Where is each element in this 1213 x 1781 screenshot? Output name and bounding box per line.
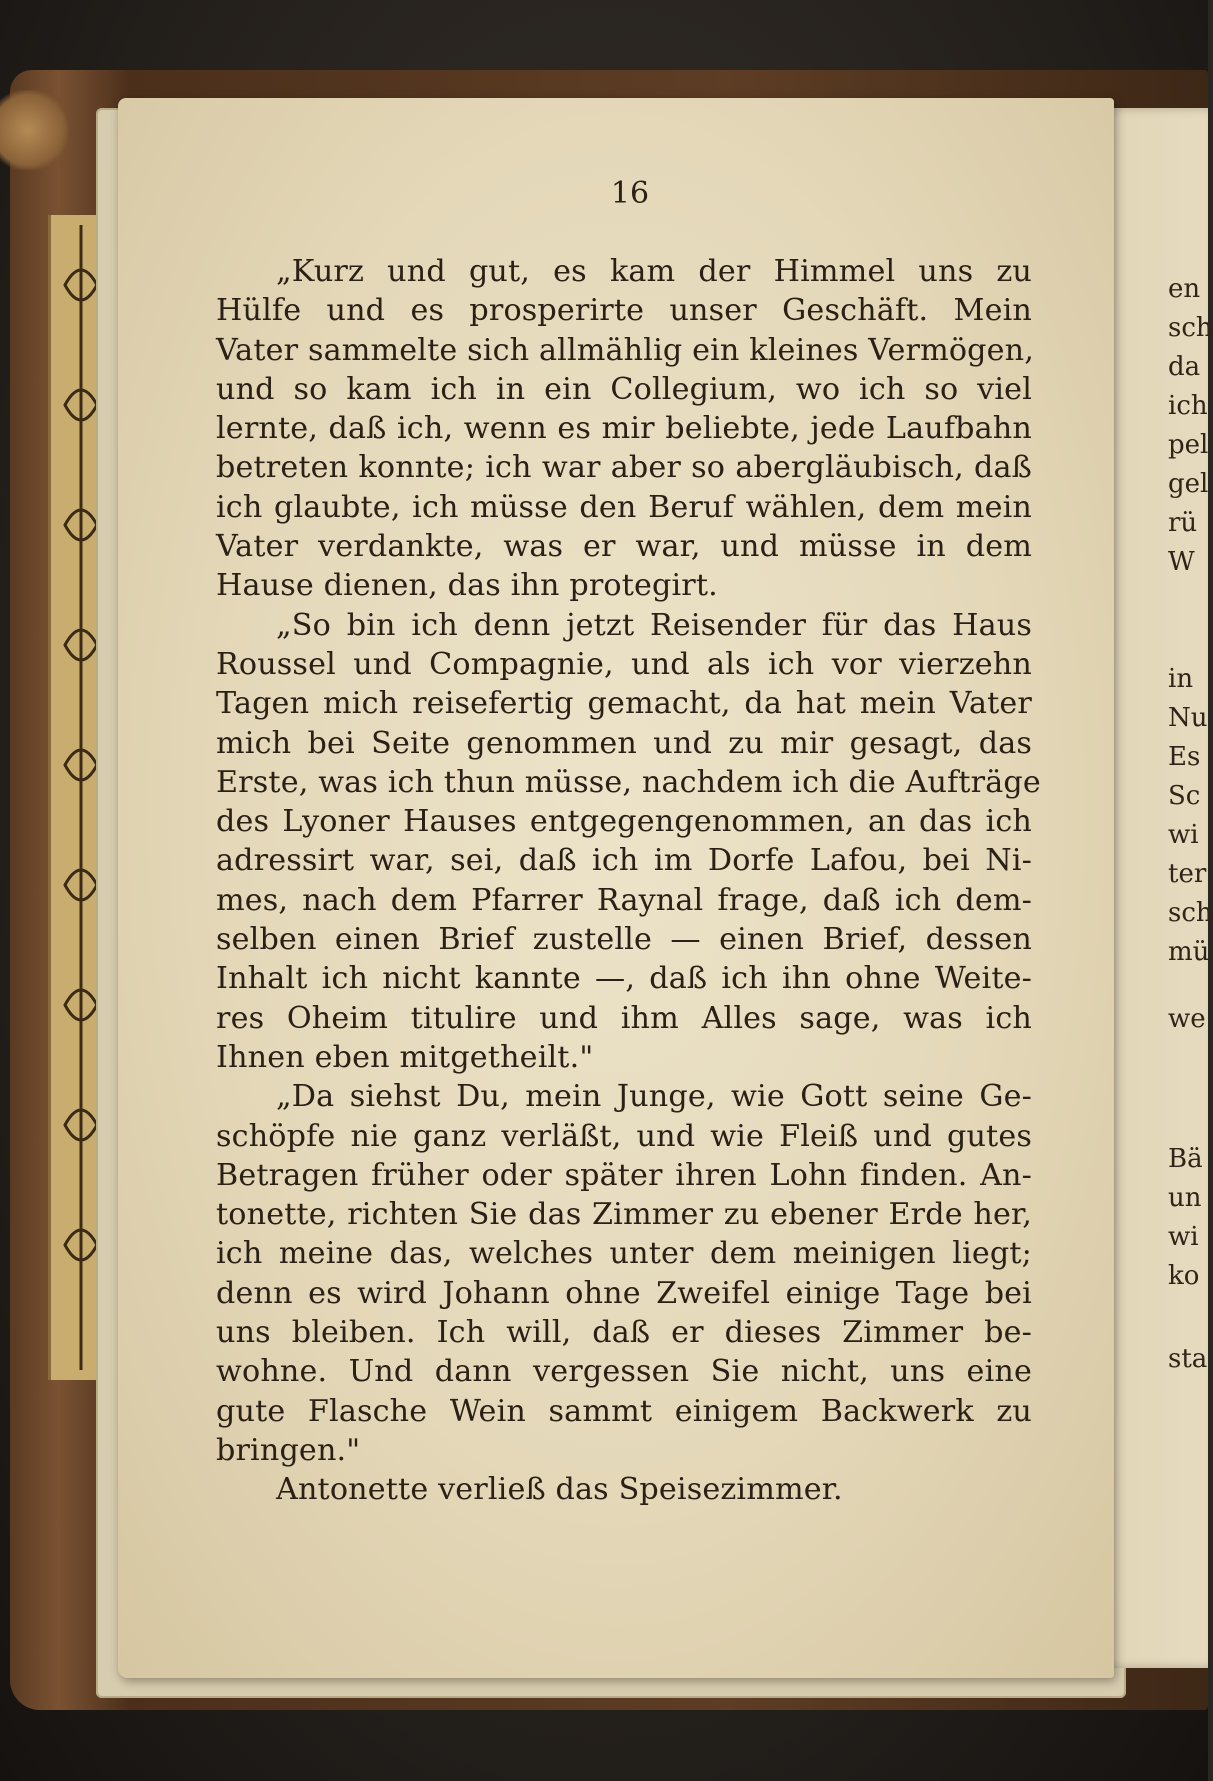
facing-page-fragment: Nu	[1168, 703, 1208, 733]
text-line: Hause dienen, das ihn protegirt.	[216, 568, 718, 604]
text-line: mes, nach dem Pfarrer Raynal frage, daß ich dem-	[216, 882, 1032, 918]
text-line: gute Flasche Wein sammt einigem Backwerk zu	[216, 1393, 1032, 1429]
facing-page-fragment: sch	[1168, 313, 1213, 343]
facing-page-fragment: W	[1168, 547, 1195, 577]
facing-page-fragment: da	[1168, 352, 1201, 382]
facing-page-fragment: we	[1168, 1004, 1206, 1034]
binding-thread	[0, 90, 70, 170]
text-line: tonette, richten Sie das Zimmer zu ebener Erde her,	[216, 1197, 1032, 1233]
text-line: schöpfe nie ganz verläßt, und wie Fleiß und gutes	[216, 1118, 1032, 1154]
facing-page-fragment: ich	[1168, 391, 1208, 421]
facing-page-fragment: sta	[1168, 1344, 1208, 1374]
facing-page-fragment: en	[1168, 274, 1201, 304]
text-line: denn es wird Johann ohne Zweifel einige Tage bei	[216, 1275, 1032, 1311]
facing-page-fragment: sch	[1168, 898, 1213, 928]
text-line: bringen."	[216, 1432, 361, 1468]
text-line: Vater verdankte, was er war, und müsse in dem	[216, 529, 1032, 565]
text-line: Antonette verließ das Speisezimmer.	[276, 1472, 843, 1508]
text-line: Vater sammelte sich allmählig ein kleines Vermögen,	[216, 332, 1035, 368]
facing-page-fragment: gel	[1168, 469, 1209, 499]
text-line: Tagen mich reisefertig gemacht, da hat mein Vater	[216, 686, 1032, 722]
text-line: selben einen Brief zustelle — einen Brief, dessen	[216, 922, 1032, 958]
text-line: Ihnen eben mitgetheilt."	[216, 1039, 594, 1075]
text-line: ich glaubte, ich müsse den Beruf wählen, dem mein	[216, 489, 1032, 525]
facing-page-fragment: ter	[1168, 859, 1207, 889]
facing-page-fragment: pel	[1168, 430, 1209, 460]
facing-page-fragment: mü	[1168, 937, 1210, 967]
page-number: 16	[610, 176, 650, 211]
text-line: ich meine das, welches unter dem meinigen liegt;	[216, 1236, 1032, 1272]
text-line: mich bei Seite genommen und zu mir gesagt, das	[216, 725, 1032, 761]
facing-page-fragment: un	[1168, 1183, 1202, 1213]
facing-page-fragment: wi	[1168, 820, 1199, 850]
text-line: adressirt war, sei, daß ich im Dorfe Lafou, bei Ni-	[216, 843, 1032, 879]
facing-page-text	[1168, 0, 1213, 1781]
text-line: betreten konnte; ich war aber so abergläubisch, daß	[216, 450, 1032, 486]
text-line: „So bin ich denn jetzt Reisender für das Haus	[276, 607, 1032, 643]
text-line: Betragen früher oder später ihren Lohn finden. An-	[216, 1157, 1032, 1193]
text-line: Roussel und Compagnie, und als ich vor vierzehn	[216, 646, 1032, 682]
text-line: uns bleiben. Ich will, daß er dieses Zimmer be-	[216, 1315, 1032, 1351]
text-line: „Kurz und gut, es kam der Himmel uns zu	[276, 254, 1032, 289]
text-line: Erste, was ich thun müsse, nachdem ich die Aufträge	[216, 764, 1041, 800]
text-line: Inhalt ich nicht kannte —, daß ich ihn ohne Weite-	[216, 961, 1032, 997]
text-line: und so kam ich in ein Collegium, wo ich so viel	[216, 371, 1032, 407]
page-body-text	[216, 252, 1041, 1510]
facing-page-fragment: Es	[1168, 742, 1201, 772]
text-line: lernte, daß ich, wenn es mir beliebte, jede Laufbahn	[216, 411, 1032, 447]
facing-page-fragment: in	[1168, 664, 1194, 694]
facing-page-fragment: Bä	[1168, 1144, 1203, 1174]
text-line: des Lyoner Hauses entgegengenommen, an das ich	[216, 804, 1032, 840]
text-line: Hülfe und es prosperirte unser Geschäft. Mein	[216, 293, 1032, 329]
facing-page-fragment: ko	[1168, 1261, 1200, 1291]
text-line: wohne. Und dann vergessen Sie nicht, uns eine	[216, 1354, 1032, 1390]
facing-page-fragment: wi	[1168, 1222, 1199, 1252]
facing-page-fragment: rü	[1168, 508, 1198, 538]
text-line: res Oheim titulire und ihm Alles sage, was ich	[216, 1000, 1032, 1036]
facing-page-fragment: Sc	[1168, 781, 1201, 811]
text-line: „Da siehst Du, mein Junge, wie Gott seine Ge-	[276, 1079, 1032, 1115]
